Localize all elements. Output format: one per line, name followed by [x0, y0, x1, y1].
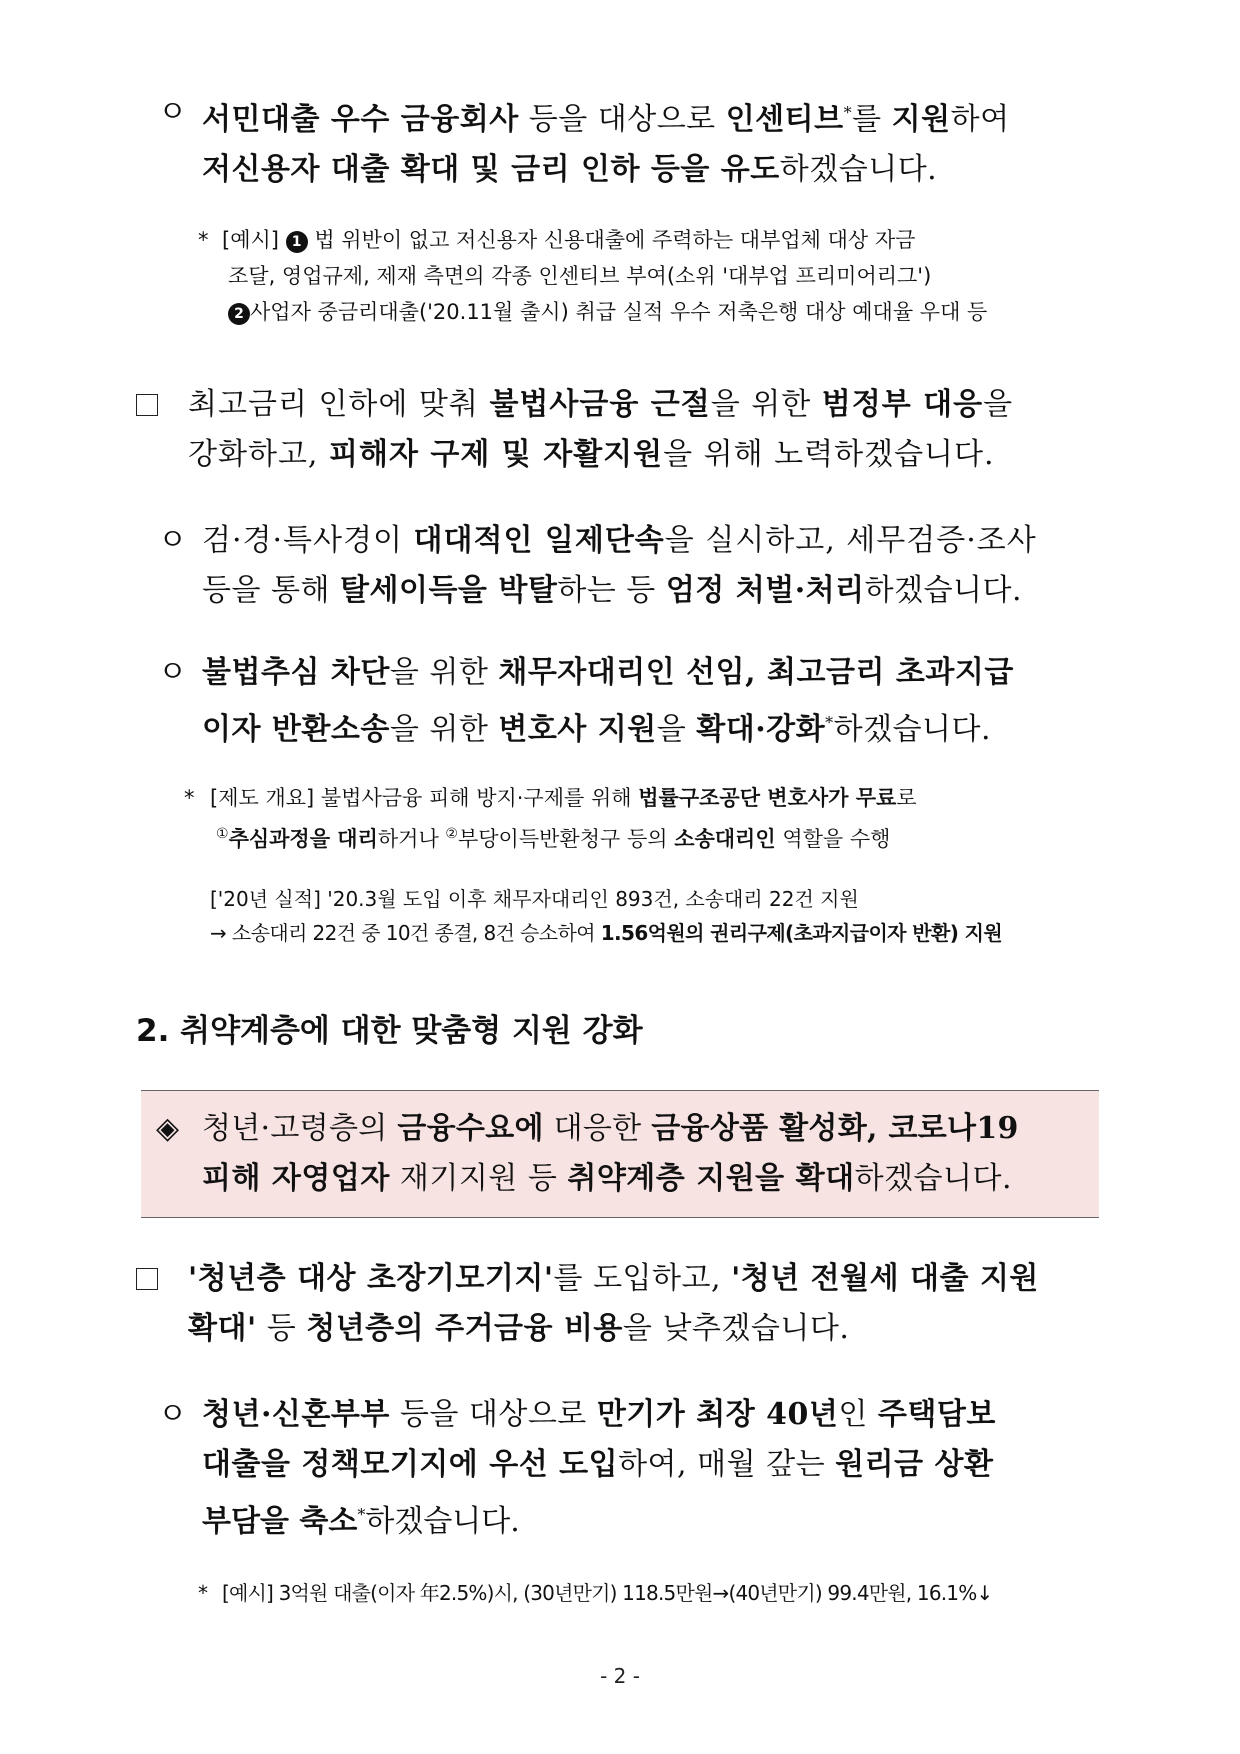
square-bullet-icon — [136, 1268, 158, 1290]
bullet-policy-mortgage — [158, 1390, 1100, 1547]
asterisk-mark: * — [184, 786, 195, 810]
bullet-line: 저신용자 대출 확대 및 금리 인하 등을 유도하겠습니다. — [202, 152, 938, 187]
square-item-youth-mortgage — [136, 1254, 1102, 1354]
item-line: 강화하고, 피해자 구제 및 자활지원을 위해 노력하겠습니다. — [188, 437, 995, 472]
bullet-line: 검·경·특사경이 대대적인 일제단속을 실시하고, 세무검증·조사 — [202, 523, 1037, 558]
number-one-icon: 1 — [286, 231, 308, 253]
bullet-incentive — [158, 88, 1100, 195]
diamond-bullet-icon: ◈ — [156, 1111, 180, 1146]
note-line: ['20년 실적] '20.3월 도입 이후 채무자대리인 893건, 소송대리 22건 지원 — [210, 887, 859, 911]
item-line: 최고금리 인하에 맞춰 불법사금융 근절을 위한 범정부 대응을 — [188, 387, 1014, 422]
note-payment-example — [198, 1576, 1103, 1610]
summary-line: 피해 자영업자 재기지원 등 취약계층 지원을 확대하겠습니다. — [202, 1161, 1012, 1196]
summary-text — [156, 1104, 1086, 1204]
circle-bullet-icon: ㅇ — [158, 1397, 187, 1432]
bullet-line: 대출을 정책모기지에 우선 도입하여, 매월 갚는 원리금 상환 — [202, 1447, 994, 1482]
note-example-incentive — [198, 222, 1103, 330]
bullet-line: 청년·신혼부부 등을 대상으로 만기가 최장 40년인 주택담보 — [202, 1397, 996, 1432]
asterisk-mark: * — [198, 1581, 208, 1605]
bullet-line: 이자 반환소송을 위한 변호사 지원을 확대·강화*하겠습니다. — [202, 712, 992, 747]
item-line: 확대' 등 청년층의 주거금융 비용을 낮추겠습니다. — [188, 1311, 850, 1346]
circle-bullet-icon: ㅇ — [158, 95, 187, 130]
note-line: [예시] 3억원 대출(이자 年2.5%)시, (30년만기) 118.5만원→(40년만기) 99.4만원, 16.1%↓ — [222, 1581, 993, 1605]
circle-bullet-icon: ㅇ — [158, 523, 187, 558]
note-line: → 소송대리 22건 중 10건 종결, 8건 승소하여 1.56억원의 권리구제(초과지급이자 반환) 지원 — [210, 921, 1003, 945]
asterisk-mark: * — [198, 228, 209, 252]
bullet-debt-collection — [158, 648, 1100, 755]
note-line: 2 사업자 중금리대출('20.11월 출시) 취급 실적 우수 저축은행 대상 예대율 우대 등 — [222, 294, 1103, 330]
note-legal-aid — [184, 780, 1104, 857]
note-line: ①추심과정을 대리하거나 ②부당이득반환청구 등의 소송대리인 역할을 수행 — [216, 826, 891, 851]
note-line: 조달, 영업규제, 제재 측면의 각종 인센티브 부여(소위 '대부업 프리미어리그') — [228, 264, 932, 288]
bullet-line: 불법추심 차단을 위한 채무자대리인 선임, 최고금리 초과지급 — [202, 655, 1014, 690]
square-bullet-icon — [136, 394, 158, 416]
note-results-2020 — [210, 882, 1104, 950]
bullet-line: 등을 통해 탈세이득을 박탈하는 등 엄정 처벌·처리하겠습니다. — [202, 573, 1023, 608]
number-two-icon: 2 — [228, 303, 250, 325]
square-item-illegal-finance — [136, 380, 1102, 480]
circle-bullet-icon: ㅇ — [158, 655, 187, 690]
page-number: - 2 - — [600, 1664, 640, 1688]
bullet-line: 부담을 축소*하겠습니다. — [202, 1504, 520, 1539]
note-line: [제도 개요] 불법사금융 피해 방지·구제를 위해 법률구조공단 변호사가 무료로 — [210, 786, 917, 810]
section-title: 2. 취약계층에 대한 맞춤형 지원 강화 — [136, 1013, 643, 1049]
item-line: '청년층 대상 초장기모기지'를 도입하고, '청년 전월세 대출 지원 — [188, 1261, 1039, 1296]
bullet-line: 서민대출 우수 금융회사 등을 대상으로 인센티브*를 지원하여 — [202, 102, 1010, 137]
bullet-crackdown — [158, 516, 1100, 616]
summary-line: 청년·고령층의 금융수요에 대응한 금융상품 활성화, 코로나19 — [202, 1111, 1019, 1146]
note-line: [예시] 1 법 위반이 없고 저신용자 신용대출에 주력하는 대부업체 대상 자금 — [222, 228, 916, 252]
